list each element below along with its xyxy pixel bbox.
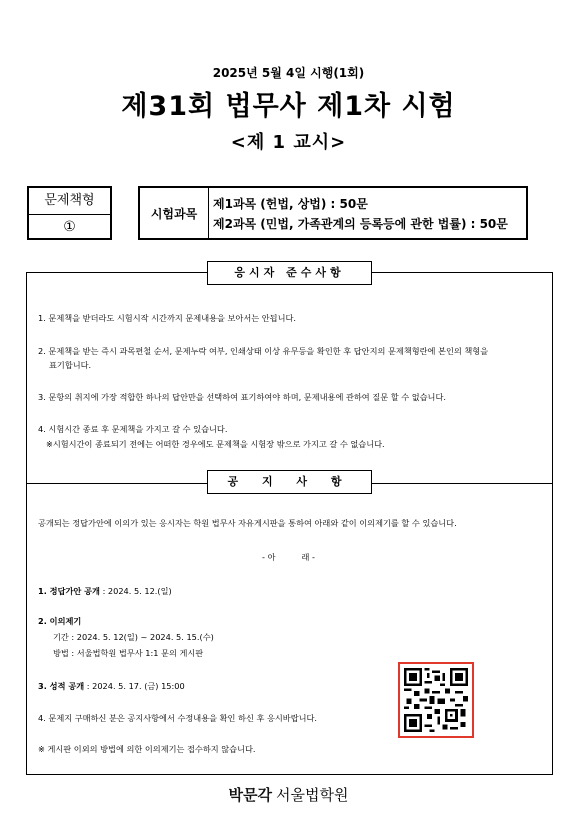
notice-item-4: 4. 문제지 구매하신 분은 공지사항에서 수정내용을 확인 하신 후 응시바랍니다. — [38, 713, 318, 723]
instruction-2-cont: 표기합니다. — [49, 360, 92, 370]
subjects-label: 시험과목 — [140, 188, 209, 238]
notice-item-1-value: : 2024. 5. 12.(일) — [99, 586, 172, 596]
brand-name: 박문각 — [228, 786, 273, 804]
page-title: 제31회 법무사 제1차 시험 — [121, 91, 456, 122]
subject-line-2: 제2과목 (민법, 가족관계의 등록등에 관한 법률) : 50문 — [213, 217, 508, 231]
qr-code-graphic — [404, 668, 468, 732]
booklet-type-value: ① — [63, 219, 76, 235]
instructions-header: 응시자 준수사항 — [207, 261, 372, 285]
qr-code-icon[interactable] — [398, 662, 474, 738]
subjects-box — [138, 186, 528, 240]
notice-item-3 — [38, 679, 185, 693]
notice-intro: 공개되는 정답가안에 이의가 있는 응시자는 학원 법무사 자유게시판을 통하여 아래와 같이 이의제기를 할 수 있습니다. — [38, 518, 457, 528]
notice-item-1 — [38, 584, 172, 598]
instruction-3: 3. 문항의 취지에 가장 적합한 하나의 답안만을 선택하여 표기하여야 하며, 문제내용에 관하여 질문 할 수 없습니다. — [38, 392, 446, 402]
instruction-4-note: ※시험시간이 종료되기 전에는 어떠한 경우에도 문제책을 시험장 밖으로 가지고 갈 수 없습니다. — [46, 439, 385, 449]
notice-header: 공 지 사 항 — [207, 470, 372, 494]
booklet-type-label: 문제책형 — [29, 188, 110, 215]
notice-item-3-label: 3. 성적 공개 — [38, 681, 85, 691]
footer-logo — [0, 784, 577, 805]
school-name: 서울법학원 — [276, 786, 349, 804]
booklet-type-box — [27, 186, 112, 240]
session-subtitle: <제 1 교시> — [230, 132, 347, 153]
notice-footnote: ※ 게시판 이외의 방법에 의한 이의제기는 접수하지 않습니다. — [38, 744, 256, 754]
notice-item-2-period: 기간 : 2024. 5. 12(일) ~ 2024. 5. 15.(수) — [53, 632, 214, 642]
exam-date: 2025년 5월 4일 시행(1회) — [212, 66, 365, 80]
instruction-2: 2. 문제책을 받는 즉시 과목편철 순서, 문제누락 여부, 인쇄상태 이상 유무등을 확인한 후 답안지의 문제책형란에 본인의 책형을 — [38, 346, 489, 356]
notice-below-marker: - 아 래 - — [262, 552, 315, 562]
notice-item-3-value: : 2024. 5. 17. (금) 15:00 — [84, 681, 185, 691]
subject-line-1: 제1과목 (헌법, 상법) : 50문 — [213, 197, 368, 211]
notice-item-1-label: 1. 정답가안 공개 — [38, 586, 100, 596]
notice-item-2-label: 2. 이의제기 — [38, 616, 82, 626]
notice-item-2-method: 방법 : 서울법학원 법무사 1:1 문의 게시판 — [53, 648, 204, 658]
instruction-1: 1. 문제책을 받더라도 시험시작 시간까지 문제내용을 보아서는 안됩니다. — [38, 313, 296, 323]
instruction-4: 4. 시험시간 종료 후 문제책을 가지고 갈 수 있습니다. — [38, 424, 228, 434]
